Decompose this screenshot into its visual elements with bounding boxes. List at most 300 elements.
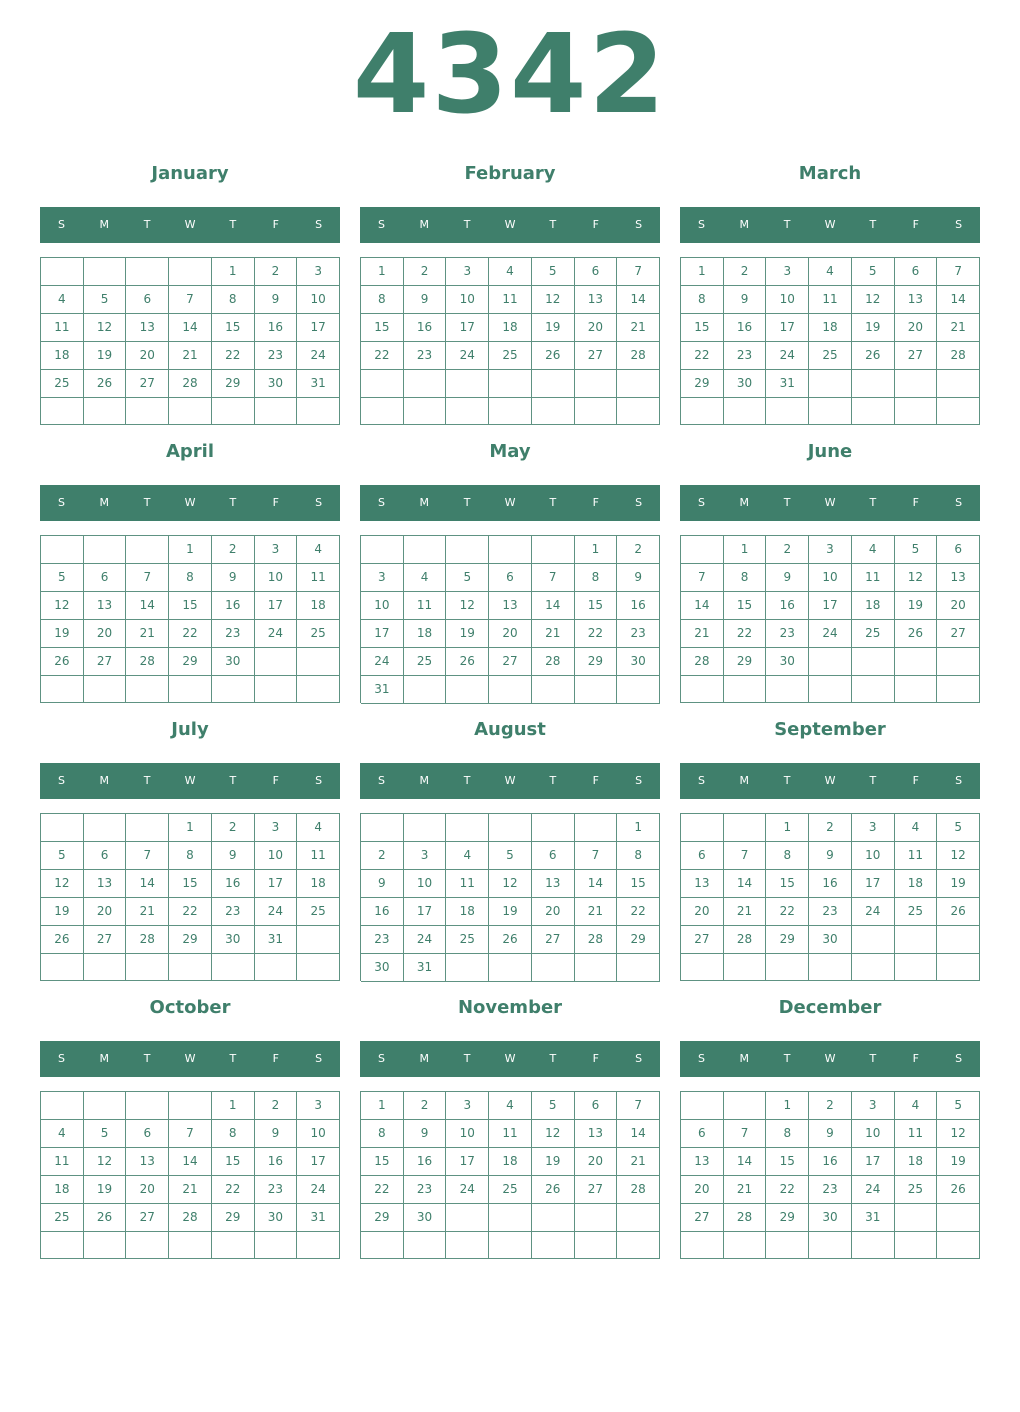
weekday-header (40, 207, 340, 243)
day-cell: 2 (809, 814, 852, 842)
day-cell: 19 (41, 620, 84, 648)
day-cell: 14 (575, 870, 618, 898)
day-cell: 25 (852, 620, 895, 648)
day-cell: 29 (617, 926, 660, 954)
weekday-label: T (783, 774, 791, 787)
weekday-label: T (143, 496, 151, 509)
empty-day-cell (617, 954, 660, 982)
day-cell: 7 (126, 842, 169, 870)
empty-day-cell (126, 1092, 169, 1120)
empty-day-cell (532, 370, 575, 398)
weekday-label: F (272, 496, 279, 509)
day-cell: 23 (361, 926, 404, 954)
month-name: September (774, 719, 886, 740)
month-august (360, 716, 660, 984)
empty-day-cell (361, 814, 404, 842)
day-cell: 30 (809, 1204, 852, 1232)
day-cell: 17 (404, 898, 447, 926)
day-cell: 19 (489, 898, 532, 926)
day-cell: 14 (617, 1120, 660, 1148)
day-cell: 13 (532, 870, 575, 898)
weekday-label: T (549, 218, 557, 231)
day-cell: 4 (446, 842, 489, 870)
weekday-label: S (955, 496, 963, 509)
day-cell: 26 (41, 926, 84, 954)
day-cell: 20 (84, 620, 127, 648)
empty-day-cell (297, 926, 340, 954)
day-cell: 30 (361, 954, 404, 982)
day-cell: 28 (169, 1204, 212, 1232)
day-cell: 10 (297, 286, 340, 314)
empty-day-cell (446, 398, 489, 426)
day-cell: 29 (169, 648, 212, 676)
empty-day-cell (41, 536, 84, 564)
day-cell: 15 (212, 1148, 255, 1176)
empty-day-cell (84, 814, 127, 842)
day-cell: 18 (446, 898, 489, 926)
day-cell: 21 (126, 898, 169, 926)
weekday-label: S (697, 1052, 705, 1065)
weekday-label: S (57, 496, 65, 509)
day-grid (40, 535, 340, 703)
day-cell: 15 (681, 314, 724, 342)
empty-day-cell (404, 1232, 447, 1259)
day-cell: 18 (489, 314, 532, 342)
day-cell: 8 (575, 564, 618, 592)
day-cell: 30 (212, 926, 255, 954)
empty-day-cell (895, 370, 938, 398)
day-cell: 13 (489, 592, 532, 620)
day-cell: 25 (895, 898, 938, 926)
weekday-label: M (419, 218, 430, 231)
day-cell: 4 (895, 1092, 938, 1120)
day-cell: 12 (937, 1120, 980, 1148)
weekday-label: T (783, 218, 791, 231)
empty-day-cell (297, 676, 340, 703)
day-cell: 1 (212, 258, 255, 286)
empty-day-cell (489, 536, 532, 564)
weekday-label: F (272, 1052, 279, 1065)
weekday-label: S (697, 774, 705, 787)
day-cell: 22 (169, 620, 212, 648)
weekday-label: T (143, 1052, 151, 1065)
day-cell: 18 (297, 592, 340, 620)
day-cell: 2 (809, 1092, 852, 1120)
day-cell: 12 (532, 1120, 575, 1148)
day-cell: 28 (724, 1204, 767, 1232)
day-cell: 22 (724, 620, 767, 648)
empty-day-cell (126, 814, 169, 842)
day-cell: 20 (126, 1176, 169, 1204)
day-cell: 28 (617, 1176, 660, 1204)
day-cell: 8 (724, 564, 767, 592)
empty-day-cell (532, 536, 575, 564)
weekday-label: F (592, 1052, 599, 1065)
empty-day-cell (681, 398, 724, 425)
day-cell: 21 (617, 1148, 660, 1176)
weekday-label: T (143, 218, 151, 231)
empty-day-cell (895, 926, 938, 954)
weekday-header (360, 485, 660, 521)
weekday-header (360, 1041, 660, 1077)
day-cell: 10 (361, 592, 404, 620)
empty-day-cell (617, 370, 660, 398)
day-cell: 21 (169, 1176, 212, 1204)
day-cell: 5 (489, 842, 532, 870)
day-cell: 26 (937, 898, 980, 926)
day-cell: 21 (681, 620, 724, 648)
day-cell: 6 (489, 564, 532, 592)
day-cell: 2 (255, 258, 298, 286)
empty-day-cell (446, 814, 489, 842)
day-cell: 26 (489, 926, 532, 954)
day-cell: 25 (489, 342, 532, 370)
day-cell: 2 (361, 842, 404, 870)
weekday-label: W (184, 218, 196, 231)
empty-day-cell (255, 954, 298, 981)
day-cell: 17 (361, 620, 404, 648)
day-cell: 15 (766, 870, 809, 898)
empty-day-cell (809, 370, 852, 398)
day-cell: 16 (724, 314, 767, 342)
day-cell: 17 (255, 592, 298, 620)
month-january (40, 160, 340, 428)
day-cell: 1 (724, 536, 767, 564)
empty-day-cell (724, 398, 767, 425)
day-cell: 11 (489, 1120, 532, 1148)
empty-day-cell (937, 676, 980, 703)
day-cell: 9 (255, 286, 298, 314)
day-cell: 18 (895, 1148, 938, 1176)
empty-day-cell (126, 398, 169, 425)
weekday-label: W (184, 1052, 196, 1065)
day-cell: 3 (766, 258, 809, 286)
day-cell: 26 (532, 1176, 575, 1204)
weekday-label: F (592, 496, 599, 509)
day-cell: 22 (361, 342, 404, 370)
day-cell: 6 (532, 842, 575, 870)
weekday-label: S (955, 774, 963, 787)
day-cell: 21 (724, 1176, 767, 1204)
day-cell: 15 (766, 1148, 809, 1176)
day-cell: 19 (41, 898, 84, 926)
day-cell: 4 (41, 1120, 84, 1148)
day-cell: 4 (297, 814, 340, 842)
month-november (360, 994, 660, 1262)
weekday-label: M (99, 496, 110, 509)
weekday-label: T (783, 496, 791, 509)
day-cell: 31 (766, 370, 809, 398)
day-cell: 14 (617, 286, 660, 314)
day-cell: 28 (575, 926, 618, 954)
empty-day-cell (446, 954, 489, 982)
empty-day-cell (895, 398, 938, 425)
day-cell: 21 (937, 314, 980, 342)
empty-day-cell (169, 954, 212, 981)
day-cell: 31 (297, 1204, 340, 1232)
day-cell: 16 (404, 1148, 447, 1176)
day-cell: 4 (297, 536, 340, 564)
day-cell: 8 (169, 842, 212, 870)
day-cell: 14 (169, 314, 212, 342)
day-cell: 7 (532, 564, 575, 592)
day-cell: 5 (532, 1092, 575, 1120)
month-name: March (798, 163, 862, 184)
day-cell: 3 (361, 564, 404, 592)
day-cell: 11 (297, 842, 340, 870)
day-cell: 18 (852, 592, 895, 620)
day-cell: 14 (126, 870, 169, 898)
day-cell: 4 (852, 536, 895, 564)
day-cell: 1 (169, 814, 212, 842)
day-grid (680, 535, 980, 703)
weekday-label: M (739, 218, 750, 231)
day-cell: 11 (852, 564, 895, 592)
day-cell: 11 (895, 842, 938, 870)
day-cell: 29 (169, 926, 212, 954)
empty-day-cell (532, 1204, 575, 1232)
day-cell: 16 (255, 314, 298, 342)
day-cell: 18 (297, 870, 340, 898)
weekday-label: W (184, 496, 196, 509)
weekday-label: T (549, 774, 557, 787)
weekday-label: T (463, 496, 471, 509)
day-cell: 29 (212, 370, 255, 398)
day-cell: 24 (852, 898, 895, 926)
empty-day-cell (575, 676, 618, 704)
day-cell: 13 (84, 870, 127, 898)
day-cell: 8 (766, 842, 809, 870)
day-cell: 31 (361, 676, 404, 704)
day-cell: 8 (617, 842, 660, 870)
day-cell: 1 (766, 814, 809, 842)
day-cell: 24 (255, 898, 298, 926)
day-cell: 14 (724, 1148, 767, 1176)
day-cell: 23 (255, 1176, 298, 1204)
day-cell: 22 (575, 620, 618, 648)
empty-day-cell (766, 398, 809, 425)
day-cell: 10 (255, 842, 298, 870)
day-cell: 13 (126, 1148, 169, 1176)
empty-day-cell (617, 676, 660, 704)
weekday-label: T (869, 774, 877, 787)
day-cell: 13 (575, 286, 618, 314)
weekday-label: W (824, 1052, 836, 1065)
empty-day-cell (255, 398, 298, 425)
day-grid (40, 257, 340, 425)
day-cell: 1 (617, 814, 660, 842)
day-cell: 29 (766, 926, 809, 954)
month-name: November (457, 997, 563, 1018)
day-grid (680, 813, 980, 981)
weekday-label: T (229, 496, 237, 509)
empty-day-cell (575, 1204, 618, 1232)
weekday-label: M (419, 1052, 430, 1065)
empty-day-cell (766, 1232, 809, 1259)
day-cell: 18 (809, 314, 852, 342)
day-cell: 8 (212, 1120, 255, 1148)
empty-day-cell (446, 536, 489, 564)
month-may (360, 438, 660, 706)
empty-day-cell (724, 814, 767, 842)
day-cell: 20 (84, 898, 127, 926)
empty-day-cell (681, 536, 724, 564)
weekday-label: M (739, 774, 750, 787)
empty-day-cell (361, 398, 404, 426)
day-cell: 5 (84, 1120, 127, 1148)
day-cell: 12 (446, 592, 489, 620)
day-cell: 26 (895, 620, 938, 648)
day-cell: 3 (404, 842, 447, 870)
day-cell: 16 (404, 314, 447, 342)
empty-day-cell (895, 1232, 938, 1259)
day-cell: 15 (361, 314, 404, 342)
empty-day-cell (489, 1204, 532, 1232)
day-cell: 24 (852, 1176, 895, 1204)
day-cell: 8 (766, 1120, 809, 1148)
empty-day-cell (84, 1092, 127, 1120)
day-cell: 2 (617, 536, 660, 564)
day-cell: 9 (212, 842, 255, 870)
day-cell: 19 (532, 1148, 575, 1176)
day-cell: 22 (617, 898, 660, 926)
empty-day-cell (446, 676, 489, 704)
day-cell: 18 (41, 1176, 84, 1204)
empty-day-cell (937, 926, 980, 954)
day-cell: 26 (852, 342, 895, 370)
empty-day-cell (169, 398, 212, 425)
day-cell: 14 (937, 286, 980, 314)
day-cell: 22 (212, 342, 255, 370)
day-cell: 26 (446, 648, 489, 676)
month-name: June (807, 441, 853, 462)
empty-day-cell (895, 954, 938, 981)
day-cell: 12 (895, 564, 938, 592)
empty-day-cell (489, 398, 532, 426)
empty-day-cell (809, 1232, 852, 1259)
day-cell: 5 (852, 258, 895, 286)
weekday-label: S (377, 496, 385, 509)
empty-day-cell (575, 398, 618, 426)
day-grid (680, 1091, 980, 1259)
empty-day-cell (681, 1232, 724, 1259)
day-cell: 2 (766, 536, 809, 564)
month-name: February (464, 163, 556, 184)
day-cell: 25 (446, 926, 489, 954)
day-cell: 17 (446, 1148, 489, 1176)
day-cell: 17 (852, 870, 895, 898)
day-cell: 24 (361, 648, 404, 676)
day-cell: 25 (809, 342, 852, 370)
weekday-label: T (229, 218, 237, 231)
empty-day-cell (724, 1232, 767, 1259)
weekday-label: T (869, 218, 877, 231)
day-cell: 16 (212, 870, 255, 898)
empty-day-cell (681, 676, 724, 703)
day-cell: 25 (404, 648, 447, 676)
day-cell: 17 (766, 314, 809, 342)
day-grid (680, 257, 980, 425)
empty-day-cell (809, 954, 852, 981)
day-cell: 27 (895, 342, 938, 370)
weekday-label: S (697, 496, 705, 509)
weekday-label: F (912, 1052, 919, 1065)
empty-day-cell (169, 1092, 212, 1120)
day-cell: 11 (446, 870, 489, 898)
day-cell: 19 (532, 314, 575, 342)
weekday-label: T (549, 1052, 557, 1065)
day-cell: 23 (404, 342, 447, 370)
weekday-label: T (783, 1052, 791, 1065)
day-cell: 11 (489, 286, 532, 314)
day-cell: 17 (297, 1148, 340, 1176)
weekday-header (680, 763, 980, 799)
day-cell: 6 (895, 258, 938, 286)
day-cell: 24 (255, 620, 298, 648)
day-cell: 6 (84, 564, 127, 592)
day-cell: 14 (681, 592, 724, 620)
weekday-header (360, 763, 660, 799)
day-cell: 5 (84, 286, 127, 314)
empty-day-cell (489, 370, 532, 398)
empty-day-cell (724, 676, 767, 703)
empty-day-cell (895, 676, 938, 703)
day-cell: 13 (681, 1148, 724, 1176)
day-cell: 23 (724, 342, 767, 370)
day-cell: 3 (297, 1092, 340, 1120)
day-cell: 17 (446, 314, 489, 342)
empty-day-cell (41, 1092, 84, 1120)
day-cell: 17 (297, 314, 340, 342)
day-cell: 21 (532, 620, 575, 648)
weekday-label: F (272, 218, 279, 231)
day-cell: 23 (617, 620, 660, 648)
day-cell: 3 (297, 258, 340, 286)
day-cell: 8 (212, 286, 255, 314)
day-cell: 5 (41, 842, 84, 870)
day-cell: 1 (212, 1092, 255, 1120)
day-cell: 8 (361, 1120, 404, 1148)
day-cell: 23 (809, 1176, 852, 1204)
weekday-label: W (184, 774, 196, 787)
empty-day-cell (297, 1232, 340, 1259)
day-cell: 11 (41, 314, 84, 342)
day-cell: 11 (41, 1148, 84, 1176)
day-cell: 14 (169, 1148, 212, 1176)
empty-day-cell (404, 398, 447, 426)
day-cell: 23 (809, 898, 852, 926)
weekday-label: S (377, 774, 385, 787)
day-cell: 30 (255, 1204, 298, 1232)
empty-day-cell (895, 1204, 938, 1232)
day-cell: 20 (575, 1148, 618, 1176)
day-cell: 26 (84, 370, 127, 398)
day-cell: 25 (489, 1176, 532, 1204)
weekday-label: M (99, 1052, 110, 1065)
weekday-header (680, 485, 980, 521)
day-cell: 15 (169, 870, 212, 898)
day-cell: 18 (404, 620, 447, 648)
day-cell: 13 (126, 314, 169, 342)
day-cell: 19 (84, 1176, 127, 1204)
day-cell: 25 (41, 1204, 84, 1232)
empty-day-cell (809, 398, 852, 425)
day-cell: 10 (852, 1120, 895, 1148)
day-cell: 4 (489, 1092, 532, 1120)
empty-day-cell (361, 370, 404, 398)
day-cell: 6 (126, 1120, 169, 1148)
day-cell: 16 (255, 1148, 298, 1176)
